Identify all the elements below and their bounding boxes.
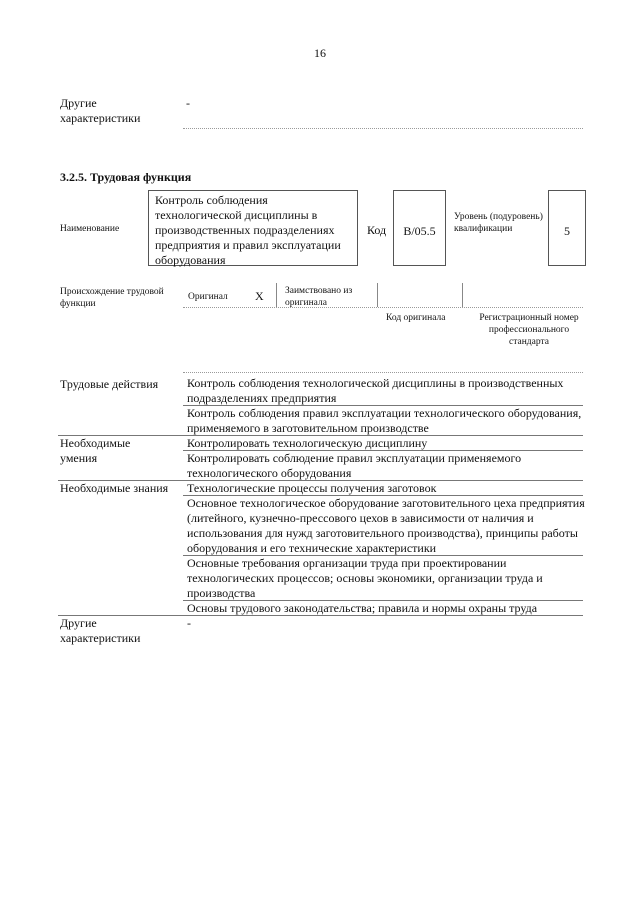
group-label-skills: Необходимые умения <box>60 436 131 465</box>
table-row: Основные требования организации труда при проектировании технологических процессов; основы экономики, организации труда и производства <box>187 556 543 600</box>
code-label: Код <box>367 223 387 237</box>
table-row: Контроль соблюдения правил эксплуатации технологического оборудования, применяемого в заготовительном производстве <box>187 406 582 435</box>
page-number: 16 <box>314 46 326 60</box>
top-other-value: - <box>186 96 190 110</box>
origin-divider-3 <box>462 283 463 307</box>
original-label: Оригинал <box>188 292 228 302</box>
code-original-label: Код оригинала <box>386 313 446 323</box>
group-label-other: Другие характеристики <box>60 616 141 645</box>
level-value: 5 <box>548 190 586 266</box>
table-row: Технологические процессы получения заготовок <box>187 481 437 495</box>
table-top-line <box>183 372 583 373</box>
origin-bottom-line <box>183 307 583 308</box>
reg-number-label: Регистрационный номер профессионального стандарта <box>479 313 579 347</box>
origin-divider-2 <box>377 283 378 307</box>
top-other-label: Другие характеристики <box>60 96 141 125</box>
table-row: Контроль соблюдения технологической дисциплины в производственных подразделениях предприятия <box>187 376 564 405</box>
table-row: Контролировать технологическую дисциплину <box>187 436 428 450</box>
top-other-divider <box>183 128 583 129</box>
origin-divider-1 <box>276 283 277 307</box>
level-label: Уровень (подуровень) квалификации <box>454 212 543 234</box>
group-label-knowledge: Необходимые знания <box>60 481 169 495</box>
table-row: - <box>187 616 191 630</box>
group-label-actions: Трудовые действия <box>60 377 159 391</box>
original-mark: X <box>255 289 264 303</box>
section-title: 3.2.5. Трудовая функция <box>60 170 192 184</box>
table-row: Контролировать соблюдение правил эксплуатации применяемого технологического оборудования <box>187 451 522 480</box>
borrowed-label: Заимствовано из оригинала <box>285 286 353 308</box>
table-row: Основное технологическое оборудование заготовительного цеха предприятия (литейного, кузнечно-прессового цехов в зависимости от наличия и использования для нужд заготовительного производства), принципы работы оборудования и его технические характеристики <box>187 496 585 555</box>
table-row: Основы трудового законодательства; правила и нормы охраны труда <box>187 601 538 615</box>
name-label: Наименование <box>60 224 120 234</box>
code-value: B/05.5 <box>393 190 446 266</box>
function-name: Контроль соблюдения технологической дисциплины в производственных подразделениях предприятия и правил эксплуатации оборудования <box>148 190 358 266</box>
origin-label: Происхождение трудовой функции <box>60 287 164 309</box>
